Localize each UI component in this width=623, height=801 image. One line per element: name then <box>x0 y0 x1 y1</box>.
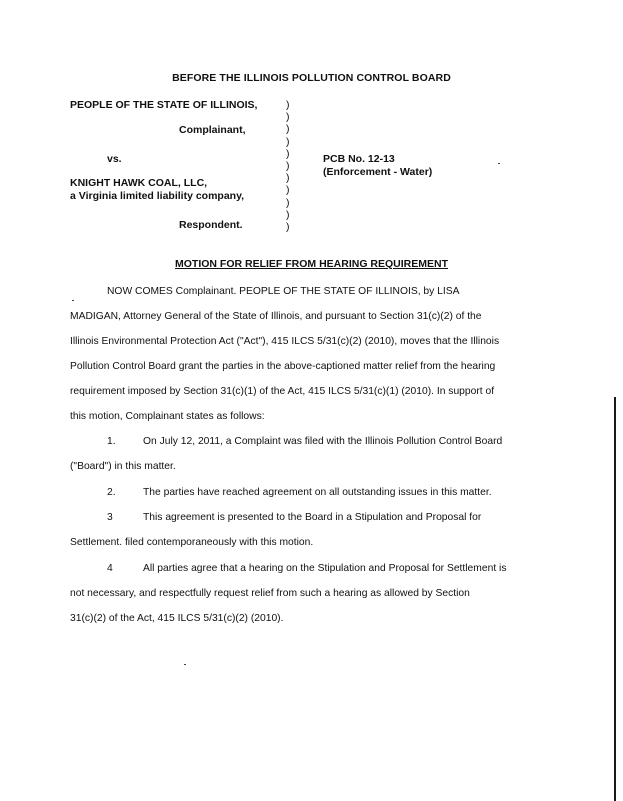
intro-line: MADIGAN, Attorney General of the State of Illinois, and pursuant to Section 31(c)(2) of the <box>70 311 482 322</box>
item-line: Settlement. filed contemporaneously with this motion. <box>70 537 314 548</box>
item-line: This agreement is presented to the Board in a Stipulation and Proposal for <box>143 512 482 523</box>
item-number: 1. <box>107 436 116 447</box>
versus-label: vs. <box>107 153 122 165</box>
defendant-name: KNIGHT HAWK COAL, LLC, <box>70 177 208 189</box>
item-line: 31(c)(2) of the Act, 415 ILCS 5/31(c)(2) (2010). <box>70 613 284 624</box>
caption-paren: ) <box>286 220 290 233</box>
caption-parentheses <box>286 99 296 233</box>
intro-line: NOW COMES Complainant. PEOPLE OF THE STATE OF ILLINOIS, by LISA <box>107 286 460 297</box>
intro-line: Pollution Control Board grant the parties in the above-captioned matter relief from the hearing <box>70 361 496 372</box>
scan-speck <box>184 664 186 665</box>
scan-edge-bar <box>614 397 616 801</box>
item-line: ("Board") in this matter. <box>70 461 176 472</box>
caption-paren: ) <box>286 159 290 172</box>
motion-title: MOTION FOR RELIEF FROM HEARING REQUIREMENT <box>175 258 448 270</box>
case-type: (Enforcement - Water) <box>323 166 433 178</box>
plaintiff-role: Complainant, <box>179 124 246 136</box>
caption-paren: ) <box>286 135 290 148</box>
intro-line: this motion, Complainant states as follows: <box>70 411 265 422</box>
case-number: PCB No. 12-13 <box>323 153 395 165</box>
caption-paren: ) <box>286 99 290 111</box>
defendant-description: a Virginia limited liability company, <box>70 190 245 202</box>
caption-paren: ) <box>286 111 290 124</box>
item-line: On July 12, 2011, a Complaint was filed with the Illinois Pollution Control Board <box>143 436 503 447</box>
scan-speck <box>72 300 74 301</box>
plaintiff-name: PEOPLE OF THE STATE OF ILLINOIS, <box>70 99 258 111</box>
caption-paren: ) <box>286 123 290 136</box>
board-title: BEFORE THE ILLINOIS POLLUTION CONTROL BOARD <box>172 72 451 84</box>
caption-paren: ) <box>286 196 290 209</box>
item-line: The parties have reached agreement on all outstanding issues in this matter. <box>143 487 492 498</box>
item-number: 4 <box>107 563 113 574</box>
defendant-role: Respondent. <box>179 219 243 231</box>
caption-paren: ) <box>286 208 290 221</box>
caption-paren: ) <box>286 172 290 185</box>
item-number: 2. <box>107 487 116 498</box>
item-line: All parties agree that a hearing on the Stipulation and Proposal for Settlement is <box>143 563 507 574</box>
caption-paren: ) <box>286 147 290 160</box>
scan-speck <box>498 163 500 164</box>
intro-line: requirement imposed by Section 31(c)(1) of the Act, 415 ILCS 5/31(c)(1) (2010). In support of <box>70 386 495 397</box>
item-number: 3 <box>107 512 113 523</box>
intro-line: Illinois Environmental Protection Act ("Act"), 415 ILCS 5/31(c)(2) (2010), moves that the Illinois <box>70 336 500 347</box>
item-line: not necessary, and respectfully request relief from such a hearing as allowed by Section <box>70 588 470 599</box>
caption-paren: ) <box>286 184 290 197</box>
